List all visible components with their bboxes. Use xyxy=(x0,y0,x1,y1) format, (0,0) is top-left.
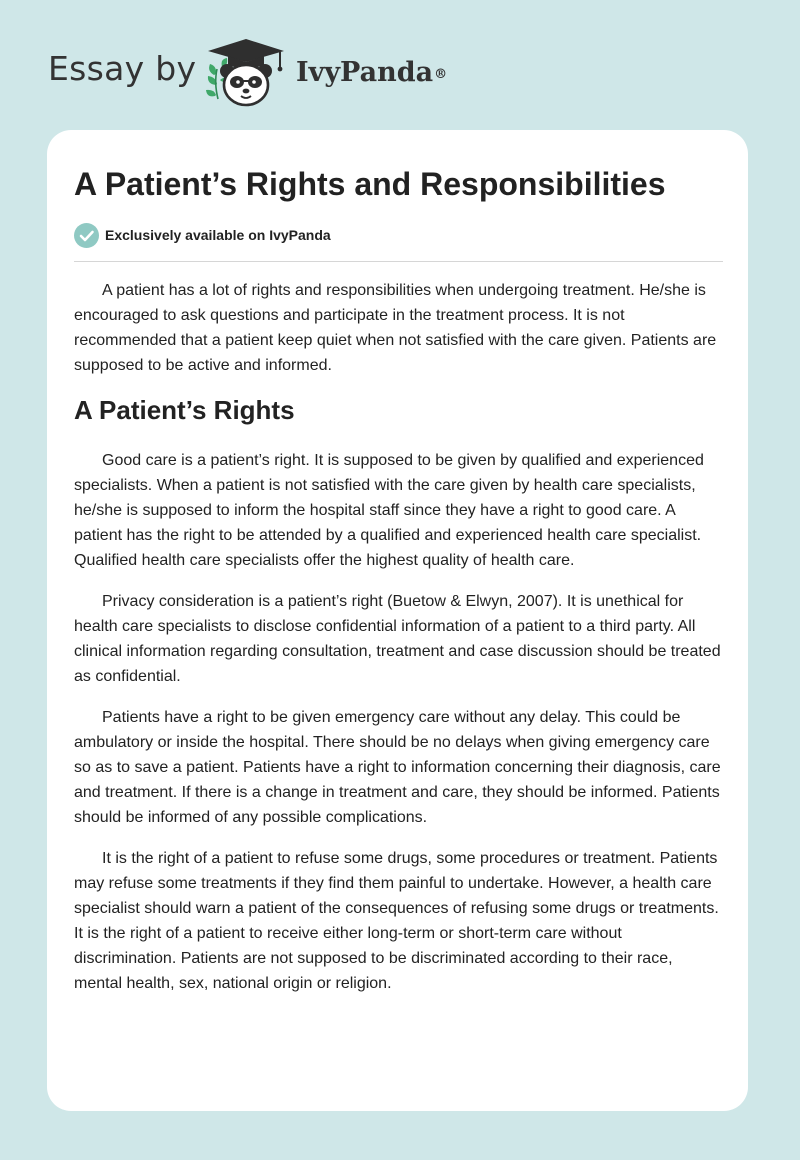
essay-card xyxy=(47,130,748,1111)
brand-name[interactable] xyxy=(296,55,447,91)
body-paragraph: Privacy consideration is a patient’s right (Buetow & Elwyn, 2007). It is unethical for health care specialists to disclose confidential information of a patient to a third party. All clinical information regarding consultation, treatment and case discussion should be treated as confidential. xyxy=(74,593,721,685)
title-divider xyxy=(74,261,723,262)
body-paragraph: It is the right of a patient to refuse some drugs, some procedures or treatment. Patients may refuse some treatments if they find them painful to undertake. However, a health care specialist should warn a patient of the consequences of refusing some drugs or treatments. It is the right of a patient to receive either long-term or short-term care without discrimination. Patients are not supposed to be discriminated according to their race, mental health, sex, national origin or religion. xyxy=(74,850,719,992)
registered-mark: ® xyxy=(434,67,448,82)
exclusive-badge-text: Exclusively available on IvyPanda xyxy=(105,227,331,243)
brand-name-text: IvyPanda xyxy=(296,57,434,88)
body-paragraph: Patients have a right to be given emergency care without any delay. This could be ambulatory or inside the hospital. There should be no delays when giving emergency care so as to save a patient. Patients have a right to information concerning their diagnosis, care and treatment. If there is a change in treatment and care, they should be informed. Patients should be informed of any possible complications. xyxy=(74,709,721,826)
essay-by-label: Essay by xyxy=(48,49,197,88)
exclusive-badge xyxy=(74,222,331,248)
body-paragraph: Good care is a patient’s right. It is supposed to be given by qualified and experienced specialists. When a patient is not satisfied with the care given by health care specialists, he/she is supposed to inform the hospital staff since they have a right to good care. A patient has the right to be attended by a qualified and experienced health care specialist. Qualified health care specialists offer the highest quality of health care. xyxy=(74,452,704,569)
intro-paragraph: A patient has a lot of rights and responsibilities when undergoing treatment. He/she is encouraged to ask questions and participate in the treatment process. It is not recommended that a patient keep quiet when not satisfied with the care given. Patients are supposed to be active and informed. xyxy=(74,282,717,374)
section-heading: A Patient’s Rights xyxy=(74,395,295,425)
essay-body xyxy=(74,278,724,1012)
essay-title: A Patient’s Rights and Responsibilities xyxy=(74,166,666,202)
check-circle-icon xyxy=(74,223,99,248)
site-header xyxy=(0,0,800,130)
panda-graduate-icon[interactable] xyxy=(200,35,292,109)
